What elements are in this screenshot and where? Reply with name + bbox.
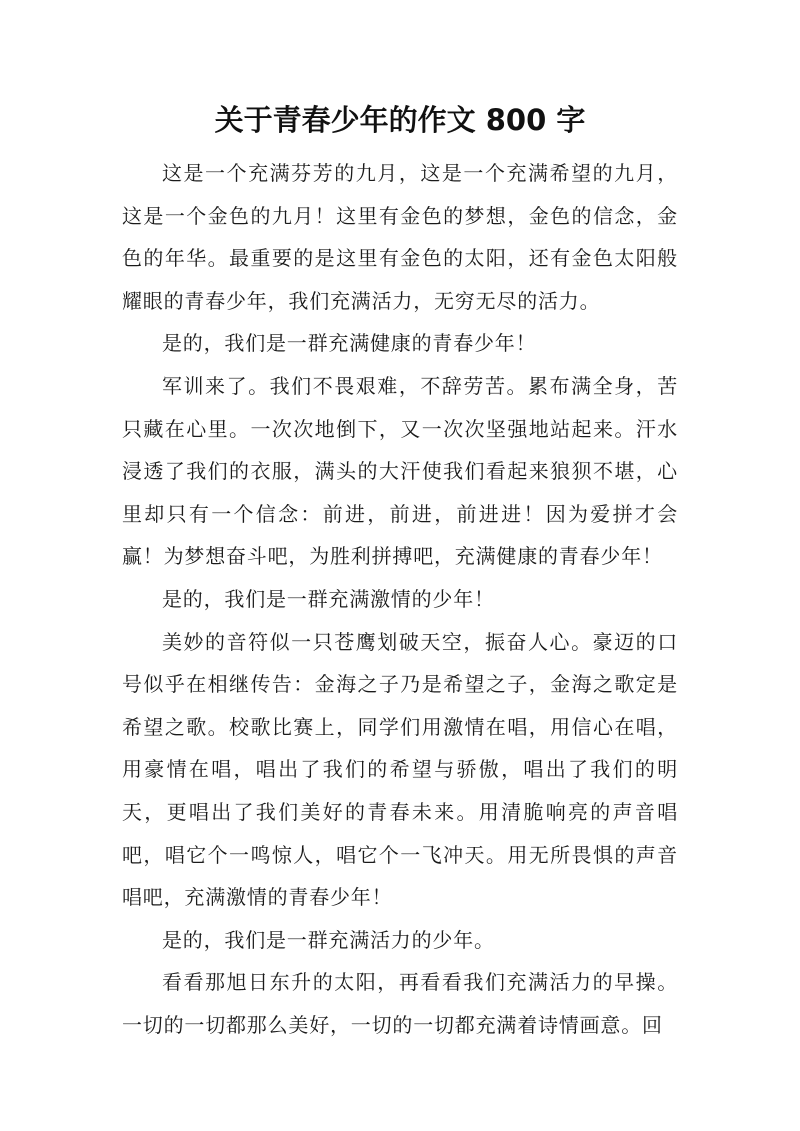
- paragraph: 军训来了。我们不畏艰难，不辞劳苦。累布满全身，苦只藏在心里。一次次地倒下，又一次次坚强地站起来。汗水浸透了我们的衣服，满头的大汗使我们看起来狼狈不堪，心里却只有一个信念：前进，前进，前进进！因为爱拼才会赢！为梦想奋斗吧，为胜利拼搏吧，充满健康的青春少年！: [122, 373, 678, 569]
- paragraph: 美妙的音符似一只苍鹰划破天空，振奋人心。豪迈的口号似乎在相继传告：金海之子乃是希望之子，金海之歌定是希望之歌。校歌比赛上，同学们用激情在唱，用信心在唱，用豪情在唱，唱出了我们的希望与骄傲，唱出了我们的明天，更唱出了我们美好的青春未来。用清脆响亮的声音唱吧，唱它个一鸣惊人，唱它个一飞冲天。用无所畏惧的声音唱吧，充满激情的青春少年！: [122, 629, 678, 910]
- document-body: [122, 152, 678, 1046]
- paragraph: 是的，我们是一群充满健康的青春少年！: [162, 331, 537, 356]
- paragraph: 这是一个充满芬芳的九月，这是一个充满希望的九月，这是一个金色的九月！这里有金色的梦想，金色的信念，金色的年华。最重要的是这里有金色的太阳，还有金色太阳般耀眼的青春少年，我们充满活力，无穷无尽的活力。: [122, 161, 678, 313]
- paragraph: 是的，我们是一群充满活力的少年。: [162, 927, 495, 952]
- paragraph: 看看那旭日东升的太阳，再看看我们充满活力的早操。一切的一切都那么美好，一切的一切都充满着诗情画意。回: [122, 970, 678, 1037]
- document-title: 关于青春少年的作文 800 字: [214, 103, 586, 137]
- paragraph: 是的，我们是一群充满激情的少年！: [162, 586, 495, 611]
